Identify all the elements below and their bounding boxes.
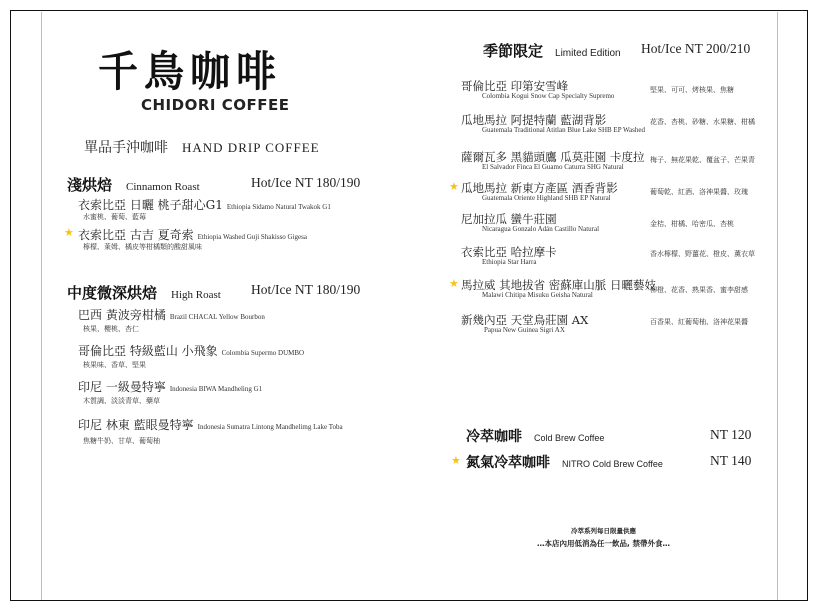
item-name-cn: 印尼 林東 藍眼曼特寧 (78, 418, 194, 432)
section-title-cn: 季節限定 (483, 42, 544, 60)
cold-brew-row (466, 426, 604, 446)
item-name-cn: 衣索比亞 哈拉摩卡 (461, 245, 557, 259)
item-notes: 堅果、可可、烤核果、焦糖 (650, 86, 734, 94)
item-notes: 花香、杏桃、砂糖、水果糖、柑橘 (650, 118, 755, 126)
item-notes: 木質調、淡淡青草、藥草 (83, 397, 160, 405)
right-margin-line (777, 12, 778, 600)
item-notes: 金桔、柑橘、哈密瓜、杏桃 (650, 220, 734, 228)
menu-item (78, 416, 343, 434)
star-icon: ★ (451, 455, 461, 467)
hand-drip-header (84, 137, 320, 157)
item-name-cn: 尼加拉瓜 蠻牛莊園 (461, 212, 557, 226)
item-name-cn: 哥倫比亞 特級藍山 小飛象 (78, 344, 218, 358)
item-name-en: Colombia Supermo DUMBO (221, 349, 305, 357)
section-title-cn: 中度微深烘焙 (67, 284, 158, 302)
item-name-cn: 瓜地馬拉 阿提特蘭 藍湖背影 (461, 113, 607, 127)
section-title-en: Cinnamon Roast (126, 181, 200, 193)
logo-chinese: 千鳥咖啡 (98, 48, 282, 97)
hand-drip-title-en: HAND DRIP COFFEE (182, 140, 320, 155)
item-name-cn: 新幾內亞 天堂鳥莊園 AX (461, 313, 589, 327)
item-name-en: Ethiopia Washed Guji Shakisso Gigesa (197, 233, 307, 241)
high-roast-price: Hot/Ice NT 180/190 (251, 282, 361, 297)
item-name-cn: 印尼 一級曼特寧 (78, 380, 166, 394)
item-name-en: El Salvador Finca El Guamo Caturra SHG Natural (482, 163, 624, 171)
item-name-en: Cold Brew Coffee (534, 433, 605, 443)
item-name-en: Guatemala Oriente Highland SHB EP Natural (482, 194, 611, 202)
item-notes: 百香果、紅葡萄柚、洛神花果醬 (650, 318, 748, 326)
item-notes: 核果味、香草、堅果 (83, 361, 146, 369)
nitro-cold-brew-row (466, 452, 663, 472)
item-name-en: Papua New Guinea Sigri AX (484, 326, 565, 334)
item-name-en: Ethiopia Star Harra (482, 258, 537, 266)
section-title-en: Limited Edition (555, 48, 621, 59)
limited-edition-header (483, 40, 621, 61)
cold-brew-price: NT 120 (710, 427, 752, 442)
item-name-en: Nicaragua Gonzalo Adán Castillo Natural (482, 225, 600, 233)
item-name-cn: 氮氣冷萃咖啡 (466, 455, 550, 471)
menu-item (78, 306, 265, 324)
item-name-en: NITRO Cold Brew Coffee (562, 459, 663, 469)
item-name-cn: 冷萃咖啡 (466, 429, 522, 445)
item-name-en: Indonesia Sumatra Lintong Mandhelimg Lake Toba (197, 423, 343, 431)
item-name-cn: 瓜地馬拉 新東方產區 酒香背影 (461, 181, 618, 195)
item-name-cn: 巴西 黃波旁柑橘 (78, 308, 166, 322)
menu-item (78, 378, 262, 396)
item-notes: 梅子、無花果乾、覆盆子、芒果青 (650, 156, 755, 164)
section-title-en: High Roast (171, 289, 221, 301)
item-name-en: Indonesia BIWA Mandheling G1 (169, 385, 263, 393)
item-notes: 檸檬、萊姆、橘皮等柑橘類的酸甜風味 (83, 243, 202, 251)
item-name-en: Guatemala Traditional Atitlan Blue Lake SHB EP Washed (482, 126, 645, 134)
cinnamon-roast-header (67, 174, 200, 195)
section-title-cn: 淺烘焙 (67, 176, 113, 194)
item-notes: 香水檸檬、野薑花、橙皮、薰衣草 (650, 250, 755, 258)
nitro-cold-brew-price: NT 140 (710, 453, 752, 468)
item-notes: 水蜜桃、葡萄、藍莓 (83, 213, 146, 221)
item-name-en: Colombia Kogui Snow Cap Specialty Supremo (482, 92, 615, 100)
item-name-en: Malawi Chitipa Misuku Geisha Natural (482, 291, 593, 299)
daily-limit-note: 冷萃系列每日限量供應 (571, 527, 636, 535)
item-notes: 核果、櫻桃、杏仁 (83, 325, 139, 333)
high-roast-header (67, 282, 221, 303)
cinnamon-roast-price: Hot/Ice NT 180/190 (251, 175, 361, 190)
minimum-charge-note: …本店內用低消為任一飲品, 禁帶外食… (537, 539, 670, 548)
star-icon: ★ (449, 181, 459, 193)
logo-english: CHIDORI COFFEE (141, 96, 290, 114)
item-notes: 焦糖牛奶、甘草、葡萄柚 (83, 437, 160, 445)
menu-item (78, 342, 304, 360)
item-name-cn: 薩爾瓦多 黑貓頭鷹 瓜莫莊園 卡度拉 (461, 150, 645, 164)
item-name-en: Brazil CHACAL Yellow Bourbon (169, 313, 265, 321)
item-notes: 葡萄乾、紅酒、洛神果醬、玫瑰 (650, 188, 748, 196)
star-icon: ★ (449, 278, 459, 290)
star-icon: ★ (64, 227, 74, 239)
hand-drip-title-cn: 單品手沖咖啡 (84, 140, 168, 156)
left-margin-line (41, 12, 42, 600)
item-name-en: Ethiopia Sidamo Natural Twakok G1 (226, 203, 331, 211)
item-notes: 柳橙、花香、熟果香、蜜李甜感 (650, 286, 748, 294)
item-name-cn: 馬拉威 其地拔省 密蘇庫山脈 日曬藝妓 (461, 278, 656, 292)
item-name-cn: 衣索比亞 日曬 桃子甜心G1 (78, 198, 223, 212)
item-name-cn: 衣索比亞 古吉 夏奇索 (78, 228, 194, 242)
item-name-cn: 哥倫比亞 印第安雪峰 (461, 79, 569, 93)
limited-edition-price: Hot/Ice NT 200/210 (641, 41, 751, 56)
